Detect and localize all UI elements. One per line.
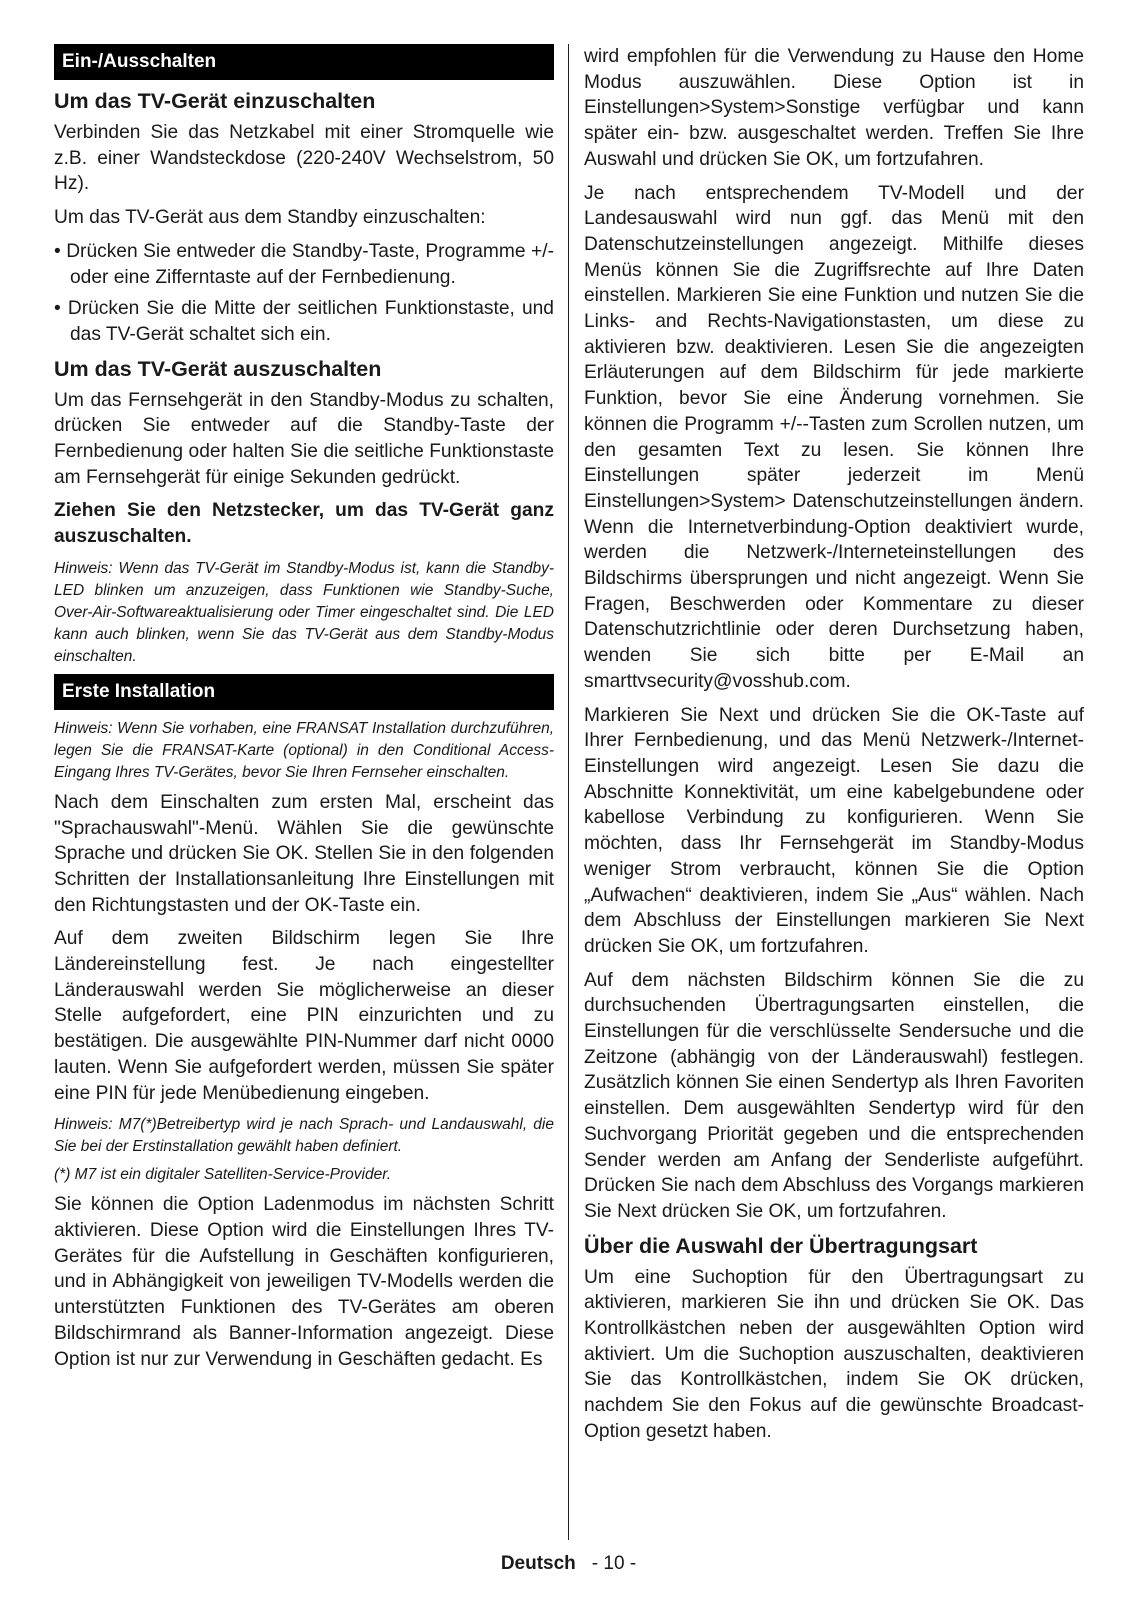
page-number: - 10 - <box>591 1553 637 1574</box>
paragraph-unplug: Ziehen Sie den Netzstecker, um das TV-Gerät ganz auszuschalten. <box>54 500 554 548</box>
note-m7-provider: (*) M7 ist ein digitaler Satelliten-Service-Provider. <box>54 1166 392 1184</box>
page-footer <box>0 1552 1137 1576</box>
paragraph-standby-mode: Um das Fernsehgerät in den Standby-Modus zu schalten, drücken Sie entweder auf die Standby-Taste der Fernbedienung oder halten Sie die seitliche Funktionstaste am Fernsehgerät für einige Sekunden gedrückt. <box>54 389 554 488</box>
section-header-power: Ein-/Ausschalten <box>54 44 554 80</box>
paragraph-privacy-settings: Je nach entsprechendem TV-Modell und der Landesauswahl wird nun ggf. das Menü mit den Datenschutzeinstellungen angezeigt. Mithilfe dieses Menüs können Sie die Zugriffsrechte auf Ihre Daten einstellen. Markieren Sie eine Funktion und nutzen Sie die Links- and Rechts-Navigationstasten, um diese zu aktivieren bzw. deaktivieren. Lesen Sie die angezeigten Erläuterungen auf dem Bildschirm für jede markierte Funktion, bevor Sie eine Änderung vornehmen. Sie können die Programm +/--Tasten zum Scrollen nutzen, um den gesamten Text zu lesen. Sie können Ihre Einstellungen später jederzeit im Menü Einstellungen>System> Datenschutzeinstellungen ändern. Wenn die Internetverbindung-Option deaktiviert wurde, werden die Netzwerk-/Interneteinstellungen des Bildschirms übersprungen und nicht angezeigt. Wenn Sie Fragen, Beschwerden oder Kommentare zu dieser Datenschutzrichtlinie oder deren Durchsetzung haben, wenden Sie sich bitte per E-Mail an smarttvsecurity@vosshub.com. <box>584 182 1084 692</box>
paragraph-home-mode: wird empfohlen für die Verwendung zu Hause den Home Modus auszuwählen. Diese Option ist in Einstellungen>System>Sonstige verfügbar und kann später ein- bzw. ausgeschaltet werden. Treffen Sie Ihre Auswahl und drücken Sie OK, um fortzufahren. <box>584 46 1084 170</box>
column-divider <box>568 44 569 1540</box>
standby-list <box>54 239 554 348</box>
paragraph-network-settings: Markieren Sie Next und drücken Sie die OK-Taste auf Ihrer Fernbedienung, und das Menü Netzwerk-/Internet-Einstellungen wird angezeigt. Lesen Sie dazu die Abschnitte Konnektivität, um eine kabelgebundene oder kabellose Verbindung zu konfigurieren. Wenn Sie möchten, dass Ihr Fernsehgerät im Standby-Modus weniger Strom verbraucht, können Sie die Option „Aufwachen“ deaktivieren, indem Sie „Aus“ wählen. Nach dem Abschluss der Einstellungen markieren Sie Next drücken Sie OK, um fortzufahren. <box>584 704 1084 957</box>
paragraph-store-mode: Sie können die Option Ladenmodus im nächsten Schritt aktivieren. Diese Option wird die Einstellungen Ihres TV-Gerätes für die Aufstellung in Geschäften konfigurieren, und in Abhängigkeit von jeweiligen TV-Modells werden die unterstützten Funktionen des TV-Gerätes am oberen Bildschirmrand als Banner-Information angezeigt. Diese Option ist nur zur Verwendung in Geschäften gedacht. Es <box>54 1194 554 1370</box>
section-header-first-install: Erste Installation <box>54 674 554 710</box>
heading-switch-on: Um das TV-Gerät einzuschalten <box>54 89 376 113</box>
note-m7-operator: Hinweis: M7(*)Betreibertyp wird je nach Sprach- und Landauswahl, die Sie bei der Erstinstallation gewählt haben definiert. <box>54 1116 554 1156</box>
paragraph-broadcast-types: Auf dem nächsten Bildschirm können Sie die zu durchsuchenden Übertragungsarten einstellen, die Einstellungen für die verschlüsselte Sendersuche und die Zeitzone (abhängig von der Länderauswahl) festlegen. Zusätzlich können Sie einen Sendertyp als Ihren Favoriten einstellen. Dem ausgewählten Sendertyp wird für den Suchvorgang Priorität gegeben und die entsprechenden Sender werden am Anfang der Senderliste aufgeführt. Drücken Sie nach dem Abschluss des Vorgangs markieren Sie Next drücken Sie OK, um fortzufahren. <box>584 969 1084 1222</box>
paragraph-standby-intro: Um das TV-Gerät aus dem Standby einzuschalten: <box>54 207 486 229</box>
list-item: • Drücken Sie entweder die Standby-Taste, Programme +/- oder eine Zifferntaste auf der Fernbedienung. <box>54 239 554 290</box>
note-standby-led: Hinweis: Wenn das TV-Gerät im Standby-Modus ist, kann die Standby-LED blinken um anzuzeigen, dass Funktionen wie Standby-Suche, Over-Air-Softwareaktualisierung oder Timer eingeschaltet sind. Die LED kann auch blinken, wenn Sie das TV-Gerät aus dem Standby-Modus einschalten. <box>54 559 554 665</box>
footer-language: Deutsch <box>500 1553 576 1574</box>
heading-broadcast-selection: Über die Auswahl der Übertragungsart <box>584 1233 978 1258</box>
paragraph-language-menu: Nach dem Einschalten zum ersten Mal, erscheint das "Sprachauswahl"-Menü. Wählen Sie die gewünschte Sprache und drücken Sie OK. Stellen Sie in den folgenden Schritten der Installationsanleitung Ihre Einstellungen mit den Richtungstasten und der OK-Taste ein. <box>54 791 554 916</box>
left-column <box>54 44 554 1380</box>
paragraph-search-option: Um eine Suchoption für den Übertragungsart zu aktivieren, markieren Sie ihn und drücken Sie OK. Das Kontrollkästchen neben der ausgewählten Option wird aktiviert. Um die Suchoption auszuschalten, deaktivieren Sie das Kontrollkästchen, indem Sie OK drücken, nachdem Sie den Fokus auf die gewünschte Broadcast-Option gesetzt haben. <box>584 1266 1084 1442</box>
note-fransat: Hinweis: Wenn Sie vorhaben, eine FRANSAT Installation durchzuführen, legen Sie die FRANSAT-Karte (optional) in den Conditional Access-Eingang Ihres TV-Gerätes, bevor Sie Ihren Fernseher einschalten. <box>54 719 554 781</box>
paragraph-country-pin: Auf dem zweiten Bildschirm legen Sie Ihre Ländereinstellung fest. Je nach eingestellter Länderauswahl werden Sie möglicherweise an dieser Stelle aufgefordert, eine PIN einzurichten und zu bestätigen. Die ausgewählte PIN-Nummer darf nicht 0000 lauten. Wenn Sie aufgefordert werden, müssen Sie später eine PIN für jede Menübedienung eingeben. <box>54 928 554 1104</box>
list-item: • Drücken Sie die Mitte der seitlichen Funktionstaste, und das TV-Gerät schaltet sich ein. <box>54 296 554 347</box>
heading-switch-off: Um das TV-Gerät auszuschalten <box>54 356 382 381</box>
right-column <box>584 44 1084 1453</box>
paragraph-power-cable: Verbinden Sie das Netzkabel mit einer Stromquelle wie z.B. einer Wandsteckdose (220-240V Wechselstrom, 50 Hz). <box>54 122 554 195</box>
